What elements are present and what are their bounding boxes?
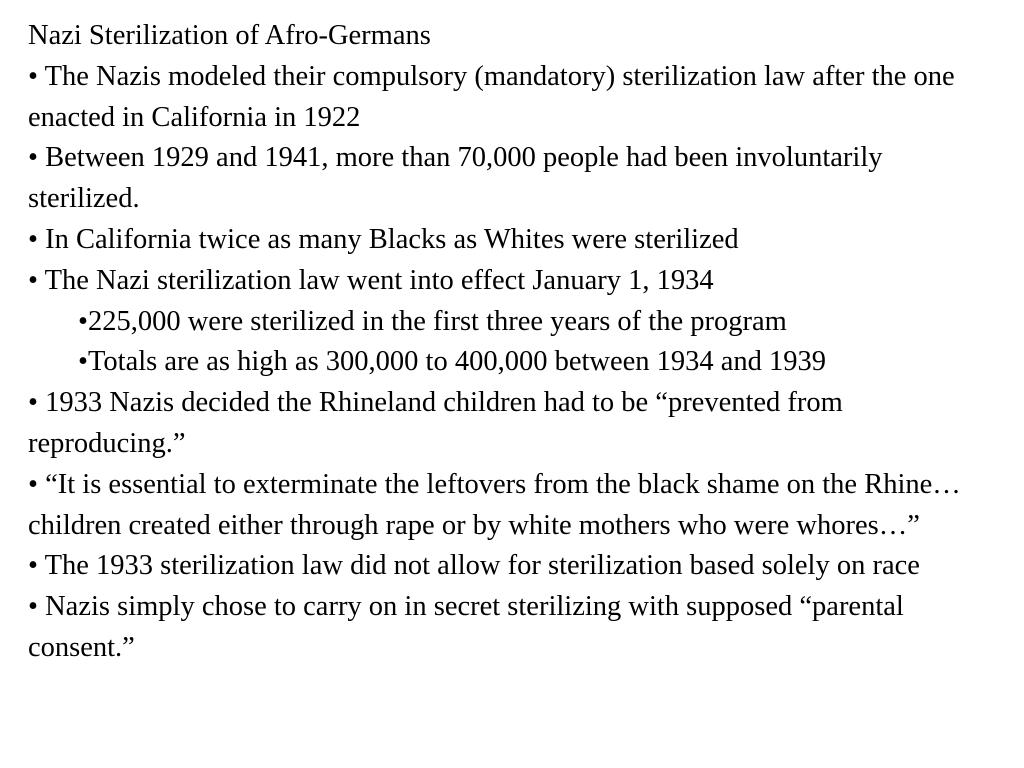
bullet-item: • Nazis simply chose to carry on in secret sterilizing with supposed “parental consent.” (28, 591, 904, 663)
slide-content (28, 16, 998, 669)
bullet-list (28, 57, 998, 669)
bullet-item: • The Nazi sterilization law went into effect January 1, 1934 (28, 264, 714, 296)
bullet-item: • The 1933 sterilization law did not allow for sterilization based solely on race (28, 550, 920, 582)
sub-bullet-item: •Totals are as high as 300,000 to 400,000 between 1934 and 1939 (78, 346, 827, 378)
bullet-item: • 1933 Nazis decided the Rhineland children had to be “prevented from reproducing.” (28, 387, 843, 459)
sub-bullet-item: •225,000 were sterilized in the first three years of the program (78, 305, 787, 337)
bullet-item: • In California twice as many Blacks as Whites were sterilized (28, 223, 739, 255)
slide-title: Nazi Sterilization of Afro-Germans (28, 20, 431, 51)
bullet-item: • Between 1929 and 1941, more than 70,000 people had been involuntarily sterilized. (28, 142, 883, 215)
bullet-item: • “It is essential to exterminate the leftovers from the black shame on the Rhine…children created either through rape or by white mothers who were whores…” (28, 468, 961, 541)
bullet-item: • The Nazis modeled their compulsory (mandatory) sterilization law after the one enacted in California in 1922 (28, 60, 955, 133)
